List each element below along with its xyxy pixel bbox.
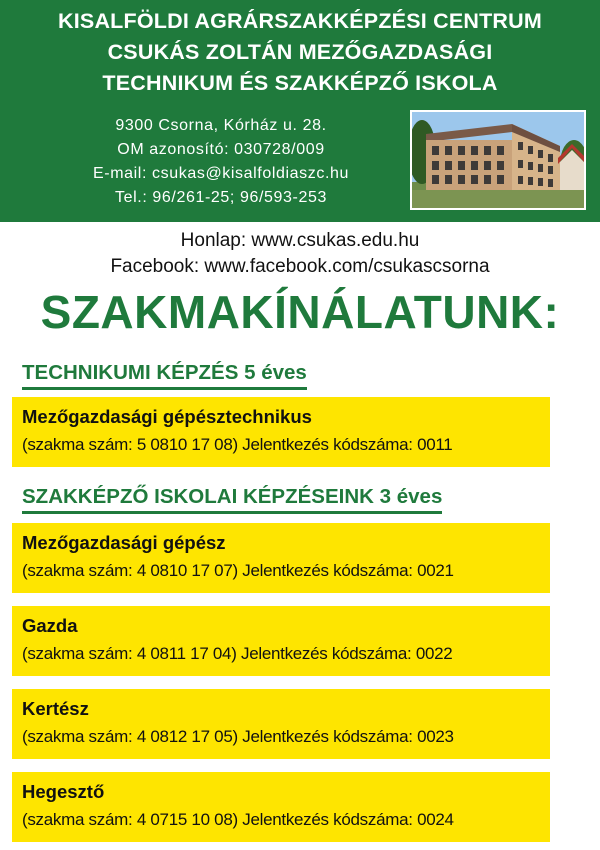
school-title-line-2: CSUKÁS ZOLTÁN MEZŐGAZDASÁGI (107, 40, 493, 64)
email-text: E-mail: csukas@kisalfoldiaszc.hu (93, 165, 349, 182)
section-heading-szakkepzo-text: SZAKKÉPZŐ ISKOLAI KÉPZÉSEINK 3 éves (22, 485, 443, 508)
facebook-link[interactable]: Facebook: www.facebook.com/csukascsorna (110, 256, 490, 277)
school-title-line-3: TECHNIKUM ÉS SZAKKÉPZŐ ISKOLA (102, 71, 498, 95)
school-building-photo (410, 110, 586, 210)
program-card (12, 397, 550, 467)
homepage-link[interactable]: Honlap: www.csukas.edu.hu (180, 230, 420, 251)
program-card (12, 523, 550, 593)
section-underline (22, 387, 307, 390)
header-banner (0, 0, 600, 222)
program-name: Gazda (22, 615, 78, 636)
program-detail: (szakma szám: 4 0810 17 07) Jelentkezés kódszáma: 0021 (22, 561, 454, 580)
program-detail: (szakma szám: 4 0812 17 05) Jelentkezés kódszáma: 0023 (22, 727, 454, 746)
program-name: Hegesztő (22, 781, 105, 802)
program-detail: (szakma szám: 5 0810 17 08) Jelentkezés kódszáma: 0011 (22, 435, 453, 454)
program-name: Mezőgazdasági gépésztechnikus (22, 406, 312, 427)
phone-text: Tel.: 96/261-25; 96/593-253 (115, 189, 327, 206)
program-name: Kertész (22, 698, 89, 719)
section-underline (22, 511, 442, 514)
program-detail: (szakma szám: 4 0715 10 08) Jelentkezés kódszáma: 0024 (22, 810, 454, 829)
section-heading-szakkepzo (22, 484, 442, 510)
web-links (0, 228, 600, 280)
school-title (0, 6, 600, 99)
program-card (12, 772, 550, 842)
program-detail: (szakma szám: 4 0811 17 04) Jelentkezés kódszáma: 0022 (22, 644, 453, 663)
section-heading-technikum (22, 360, 307, 386)
main-title: SZAKMAKÍNÁLATUNK: (40, 286, 560, 338)
contact-block (40, 114, 402, 210)
school-title-line-1: KISALFÖLDI AGRÁRSZAKKÉPZÉSI CENTRUM (58, 9, 542, 33)
program-card (12, 606, 550, 676)
program-name: Mezőgazdasági gépész (22, 532, 226, 553)
section-heading-technikum-text: TECHNIKUMI KÉPZÉS 5 éves (22, 361, 307, 384)
program-card (12, 689, 550, 759)
address-text: 9300 Csorna, Kórház u. 28. (115, 117, 327, 134)
om-id-text: OM azonosító: 030728/009 (117, 141, 325, 158)
